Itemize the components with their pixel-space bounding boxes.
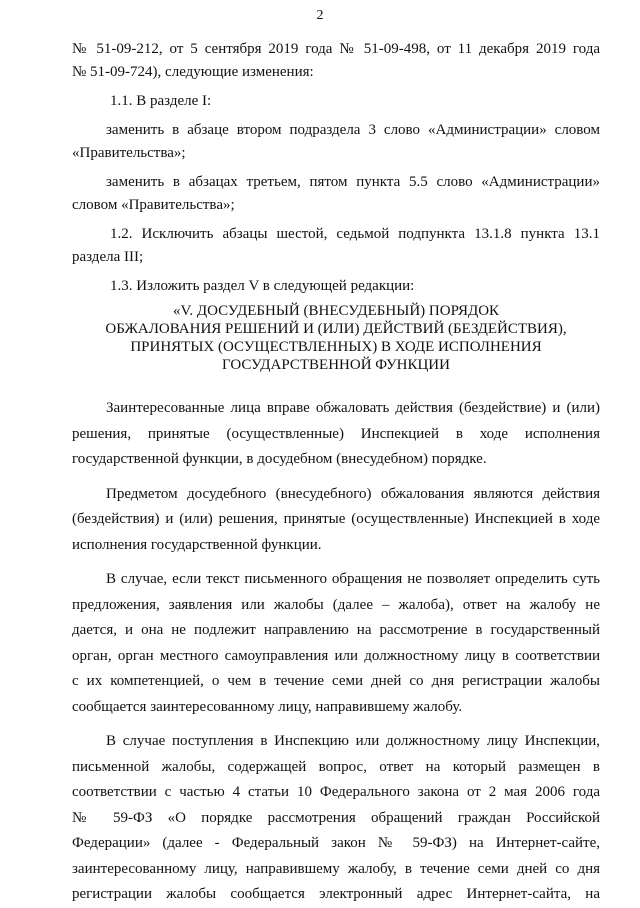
text-line: письменной жалобы, содержащей вопрос, ответ на который размещен в	[72, 758, 600, 775]
paragraph	[72, 729, 600, 908]
text-line: сообщается заинтересованному лицу, направившему жалобу.	[72, 698, 463, 715]
heading-line: ГОСУДАРСТВЕННОЙ ФУНКЦИИ	[222, 357, 450, 373]
text-line: заменить в абзацах третьем, пятом пункта 5.5 слово «Администрации»	[106, 174, 600, 190]
section-heading	[72, 302, 600, 374]
document-body	[72, 38, 600, 908]
text-line: соответствии с частью 4 статьи 10 Федерального закона от 2 мая 2006 года	[72, 784, 600, 800]
text-line: Заинтересованные лица вправе обжаловать действия (бездействие) и (или)	[106, 400, 600, 416]
text-line: № 59-ФЗ «О порядке рассмотрения обращений граждан Российской	[72, 809, 600, 826]
text-line: государственной функции, в досудебном (внесудебном) порядке.	[72, 451, 487, 467]
text-line: В случае, если текст письменного обращения не позволяет определить суть	[106, 571, 600, 587]
text-line: дается, и она не подлежит направлению на рассмотрение в государственный	[72, 622, 600, 638]
text-line: № 51-09-212, от 5 сентября 2019 года № 51-09-498, от 11 декабря 2019 года	[72, 41, 600, 57]
text-line: предложения, заявления или жалобы (далее – жалоба), ответ на жалобу не	[72, 596, 600, 613]
list-item-1-3: 1.3. Изложить раздел V в следующей редакции:	[110, 278, 415, 294]
text-line: Федерации» (далее - Федеральный закон № 59-ФЗ) на Интернет-сайте,	[72, 835, 600, 851]
text-line: решения, принятые (осуществленные) Инспекцией в ходе исполнения	[72, 425, 600, 442]
list-item-1-2: 1.2. Исключить абзацы шестой, седьмой подпункта 13.1.8 пункта 13.1	[110, 226, 600, 242]
text-line: «Правительства»;	[72, 145, 186, 161]
text-line: № 51-09-724), следующие изменения:	[72, 64, 314, 80]
text-line: словом «Правительства»;	[72, 197, 235, 213]
heading-line: «V. ДОСУДЕБНЫЙ (ВНЕСУДЕБНЫЙ) ПОРЯДОК	[172, 303, 500, 319]
heading-line: ОБЖАЛОВАНИЯ РЕШЕНИЙ И (ИЛИ) ДЕЙСТВИЙ (БЕЗДЕЙСТВИЯ),	[105, 321, 567, 337]
text-line: В случае поступления в Инспекцию или должностному лицу Инспекции,	[106, 733, 600, 749]
text-line: раздела III;	[72, 249, 144, 265]
list-item-1-1: 1.1. В разделе I:	[110, 93, 212, 109]
page-number: 2	[316, 8, 324, 23]
text-line: Предметом досудебного (внесудебного) обжалования являются действия	[106, 485, 600, 502]
text-line: исполнения государственной функции.	[72, 536, 322, 553]
heading-line: ПРИНЯТЫХ (ОСУЩЕСТВЛЕННЫХ) В ХОДЕ ИСПОЛНЕНИЯ	[130, 339, 542, 355]
text-line: заменить в абзаце втором подраздела 3 слово «Администрации» словом	[106, 122, 600, 138]
text-line: регистрации жалобы сообщается электронный адрес Интернет-сайта, на	[72, 886, 600, 902]
text-line: орган, орган местного самоуправления или должностному лицу в соответствии	[72, 647, 600, 664]
text-line: (бездействия) и (или) решения, принятые (осуществленные) Инспекцией в ходе	[72, 511, 600, 527]
text-line: заинтересованному лицу, направившему жалобу, в течение семи дней со дня	[72, 860, 600, 877]
paragraph	[72, 567, 600, 720]
paragraph	[72, 396, 600, 473]
paragraph	[72, 482, 600, 559]
text-line: с их компетенцией, о чем в течение семи дней со дня регистрации жалобы	[72, 673, 600, 689]
